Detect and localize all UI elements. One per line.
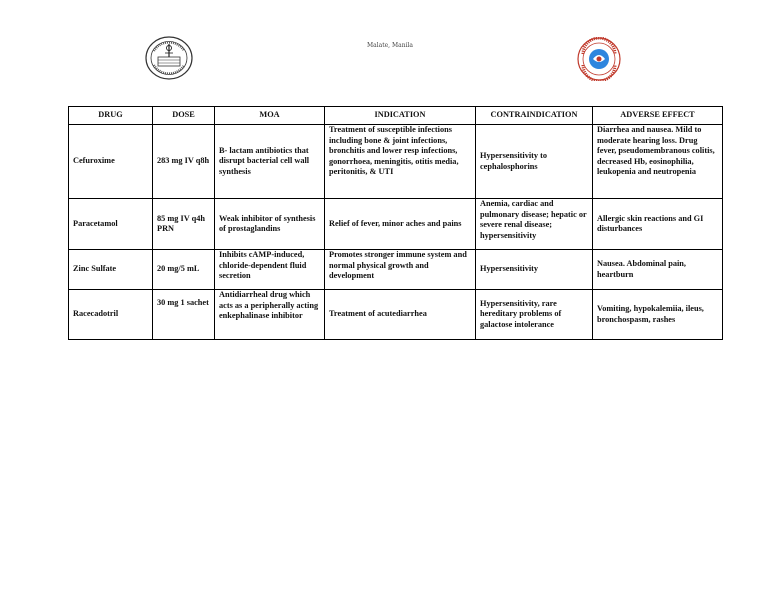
hospital-seal-logo-right (574, 37, 624, 81)
cell-contraindication: Hypersensitivity, rare hereditary problems of galactose intolerance (476, 290, 593, 340)
cell-adverse-effect: Diarrhea and nausea. Mild to moderate hearing loss. Drug fever, pseudomembranous colitis, decreased Hb, eosinophilia, leukopenia and neutropenia (593, 125, 723, 199)
cell-contraindication: Hypersensitivity (476, 250, 593, 290)
cell-contraindication: Hypersensitivity to cephalosphorins (476, 125, 593, 199)
cell-indication: Relief of fever, minor aches and pains (325, 199, 476, 250)
cell-drug: Racecadotril (69, 290, 153, 340)
cell-drug: Paracetamol (69, 199, 153, 250)
cell-drug: Zinc Sulfate (69, 250, 153, 290)
table-row (69, 199, 723, 250)
table-row (69, 125, 723, 199)
cell-dose: 283 mg IV q8h (153, 125, 215, 199)
table-header-row (69, 107, 723, 125)
cell-adverse-effect: Allergic skin reactions and GI disturbances (593, 199, 723, 250)
column-header-moa: MOA (215, 107, 325, 125)
cell-dose: 85 mg IV q4h PRN (153, 199, 215, 250)
cell-moa: Inhibits cAMP-induced, chloride-dependent fluid secretion (215, 250, 325, 290)
hospital-seal-logo-left (144, 35, 194, 81)
cell-indication: Treatment of acutediarrhea (325, 290, 476, 340)
cell-drug: Cefuroxime (69, 125, 153, 199)
cell-moa: Weak inhibitor of synthesis of prostaglandins (215, 199, 325, 250)
cell-indication: Treatment of susceptible infections including bone & joint infections, bronchitis and lower resp infections, gonorrhoea, meningitis, otitis media, peritonitis, & UTI (325, 125, 476, 199)
drug-table (68, 106, 723, 340)
column-header-drug: DRUG (69, 107, 153, 125)
cell-indication: Promotes stronger immune system and normal physical growth and development (325, 250, 476, 290)
location-text: Malate, Manila (367, 42, 413, 49)
table-row (69, 290, 723, 340)
column-header-indication: INDICATION (325, 107, 476, 125)
column-header-contraindication: CONTRAINDICATION (476, 107, 593, 125)
column-header-adverse-effect: ADVERSE EFFECT (593, 107, 723, 125)
cell-adverse-effect: Vomiting, hypokalemiia, ileus, bronchospasm, rashes (593, 290, 723, 340)
cell-dose: 20 mg/5 mL (153, 250, 215, 290)
cell-dose: 30 mg 1 sachet (153, 290, 215, 340)
table-row (69, 250, 723, 290)
column-header-dose: DOSE (153, 107, 215, 125)
cell-moa: Antidiarrheal drug which acts as a peripherally acting enkephalinase inhibitor (215, 290, 325, 340)
cell-moa: B- lactam antibiotics that disrupt bacterial cell wall synthesis (215, 125, 325, 199)
cell-adverse-effect: Nausea. Abdominal pain, heartburn (593, 250, 723, 290)
cell-contraindication: Anemia, cardiac and pulmonary disease; hepatic or severe renal disease; hypersensitivity (476, 199, 593, 250)
